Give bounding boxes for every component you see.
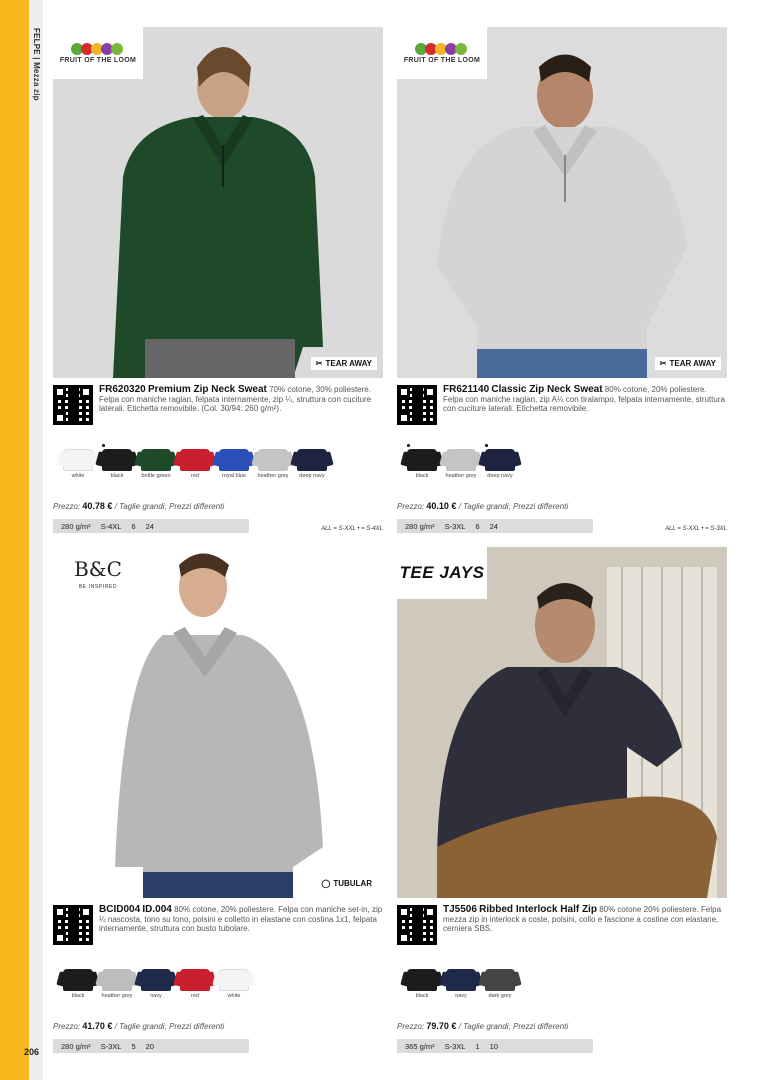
product-name: ID.004 [142,904,172,915]
product-details: 70% cotone, 30% poliestere. Felpa con maniche raglan, felpata internamente, zip ¼, struttura con cuciture laterali. Etichetta removibile. (Col. 30/94: 260 g/m²). [99,385,372,413]
size-dot-icon [102,444,105,447]
sweatshirt-icon [258,449,288,471]
brand-name: FRUIT OF THE LOOM [403,56,481,64]
box-qty: 24 [145,521,154,531]
color-swatch[interactable] [178,449,212,489]
product-name: Premium Zip Neck Sweat [147,384,267,395]
price: 41.70 € [82,1021,113,1031]
sweatshirt-icon [102,449,132,471]
color-label: navy [150,993,162,999]
model-illustration [53,27,383,378]
product-code: TJ5506 [443,904,477,915]
color-label: heather grey [257,473,289,479]
feature-badge: ✂ TEAR AWAY [311,357,377,370]
model-illustration [397,547,727,898]
feature-badge: ◯ TUBULAR [316,877,377,890]
product-details: 80% cotone, 20% poliestere. Felpa con maniche raglan, zip A¼ con tiralampo, felpata internamente, struttura con cuciture laterali. Etichetta removibile. [443,385,725,413]
sweatshirt-icon [219,969,249,991]
feature-badge: ✂ TEAR AWAY [655,357,721,370]
product-description [99,385,383,414]
color-swatches [405,449,517,489]
box-qty: 10 [489,1041,498,1051]
product-code: FR621140 [443,384,490,395]
price: 40.78 € [82,501,113,511]
sweatshirt-icon [485,969,515,991]
sweatshirt-icon [141,969,171,991]
product-code: FR620320 [99,384,146,395]
product-photo [397,547,727,898]
brand-logo [53,547,143,599]
spec-bar [397,519,593,533]
color-label: black [415,473,429,479]
color-swatch[interactable] [405,449,439,489]
weight: 280 g/m² [405,521,435,531]
color-label: white [71,473,85,479]
product-details: 80% cotone, 20% poliestere. Felpa con maniche set-in, zip ¼ nascosta, tono su tono, polsini e colletto in elastane con costina 1x1, felpata internamente, struttura con busto tubolare. [99,905,383,933]
product-details: 80% cotone 20% poliestere. Felpa mezza zip in interlock a coste, polsini, collo e fascione a costine con elastane, cerniera SBS. [443,905,722,933]
color-swatches [405,969,517,1009]
sweatshirt-icon [485,449,515,471]
fruit-logo-icon [417,43,467,55]
product-description [443,905,727,934]
sweatshirt-icon [407,449,437,471]
product-card-bcid004[interactable] [53,547,383,1057]
pack-qty: 6 [131,521,136,531]
color-swatch[interactable] [295,449,329,489]
product-card-tj5506[interactable] [397,547,727,1057]
qr-code[interactable] [397,385,437,425]
sizes: S-3XL [444,1041,466,1051]
color-label: black [415,993,429,999]
color-swatch[interactable] [139,969,173,1009]
brand-name: FRUIT OF THE LOOM [59,56,137,64]
brand-mark: B&C [74,556,122,581]
product-card-fr621140[interactable] [397,27,727,537]
color-swatch[interactable] [217,449,251,489]
sweatshirt-icon [446,449,476,471]
color-swatch[interactable] [61,969,95,1009]
price: 79.70 € [426,1021,457,1031]
color-swatch[interactable] [139,449,173,489]
spec-bar [53,1039,249,1053]
spec-bar [53,519,249,533]
box-qty: 20 [145,1041,154,1051]
pack-qty: 6 [475,521,480,531]
spec-bar [397,1039,593,1053]
color-swatch[interactable] [405,969,439,1009]
color-label: black [71,993,85,999]
sweatshirt-icon [446,969,476,991]
price-line: Prezzo: 79.70 € / Taglie grandi, Prezzi differenti [397,1021,569,1031]
size-dot-icon [407,444,410,447]
fruit-logo-icon [73,43,123,55]
color-swatch[interactable] [256,449,290,489]
sweatshirt-icon [141,449,171,471]
qr-code[interactable] [53,905,93,945]
color-swatch[interactable] [444,449,478,489]
color-swatches [61,449,329,489]
color-swatch[interactable] [483,969,517,1009]
color-swatch[interactable] [444,969,478,1009]
sweatshirt-icon [63,969,93,991]
product-photo [53,547,383,898]
brand-tagline: BE INSPIRED [78,583,118,590]
model-illustration [53,547,383,898]
pack-qty: 1 [475,1041,480,1051]
circle-icon: ◯ [321,879,331,888]
sizes: S-4XL [100,521,122,531]
qr-code[interactable] [53,385,93,425]
color-label: bottle green [141,473,171,479]
product-name: Classic Zip Neck Sweat [491,384,603,395]
color-swatch[interactable] [483,449,517,489]
scissors-icon: ✂ [659,359,667,368]
size-legend: ALL = S-XXL • = S-3XL [665,526,727,532]
brand-logo [53,27,143,79]
color-swatch[interactable] [178,969,212,1009]
color-swatch[interactable] [100,969,134,1009]
brand-logo [397,27,487,79]
sweatshirt-icon [297,449,327,471]
size-dot-icon [485,444,488,447]
product-photo [53,27,383,378]
product-code: BCID004 [99,904,141,915]
scissors-icon: ✂ [315,359,323,368]
sizes: S-3XL [100,1041,122,1051]
sidebar-band [29,0,43,1080]
color-swatch[interactable] [100,449,134,489]
product-card-fr620320[interactable] [53,27,383,537]
color-label: red [191,993,199,999]
sweatshirt-icon [180,449,210,471]
weight: 280 g/m² [61,1041,91,1051]
section-label: FELPE | Mezza zip [32,28,41,101]
product-name: Ribbed Interlock Half Zip [479,904,597,915]
price-line: Prezzo: 40.10 € / Taglie grandi, Prezzi differenti [397,501,569,511]
product-description [443,385,727,414]
color-label: white [227,993,241,999]
sweatshirt-icon [180,969,210,991]
price-line: Prezzo: 40.78 € / Taglie grandi, Prezzi differenti [53,501,225,511]
brand-mark: TEE JAYS [399,563,485,582]
color-label: navy [455,993,467,999]
color-label: heather grey [445,473,477,479]
sweatshirt-icon [407,969,437,991]
sweatshirt-icon [102,969,132,991]
weight: 280 g/m² [61,521,91,531]
model-illustration [397,27,727,378]
color-label: heather grey [101,993,133,999]
weight: 365 g/m² [405,1041,435,1051]
color-swatch[interactable] [61,449,95,489]
color-label: royal blue [222,473,246,479]
size-legend: ALL = S-XXL • = S-4XL [321,526,383,532]
price-line: Prezzo: 41.70 € / Taglie grandi, Prezzi differenti [53,1021,225,1031]
color-swatches [61,969,251,1009]
color-label: red [191,473,199,479]
sidebar-strip [0,0,29,1080]
color-label: deep navy [299,473,325,479]
box-qty: 24 [489,521,498,531]
page-number: 206 [24,1047,40,1057]
color-label: black [110,473,124,479]
color-label: deep navy [487,473,513,479]
color-label: dark grey [488,993,512,999]
product-photo [397,27,727,378]
sweatshirt-icon [219,449,249,471]
qr-code[interactable] [397,905,437,945]
sweatshirt-icon [63,449,93,471]
color-swatch[interactable] [217,969,251,1009]
brand-logo [397,547,487,599]
product-description [99,905,383,934]
pack-qty: 5 [131,1041,136,1051]
price: 40.10 € [426,501,457,511]
sizes: S-3XL [444,521,466,531]
